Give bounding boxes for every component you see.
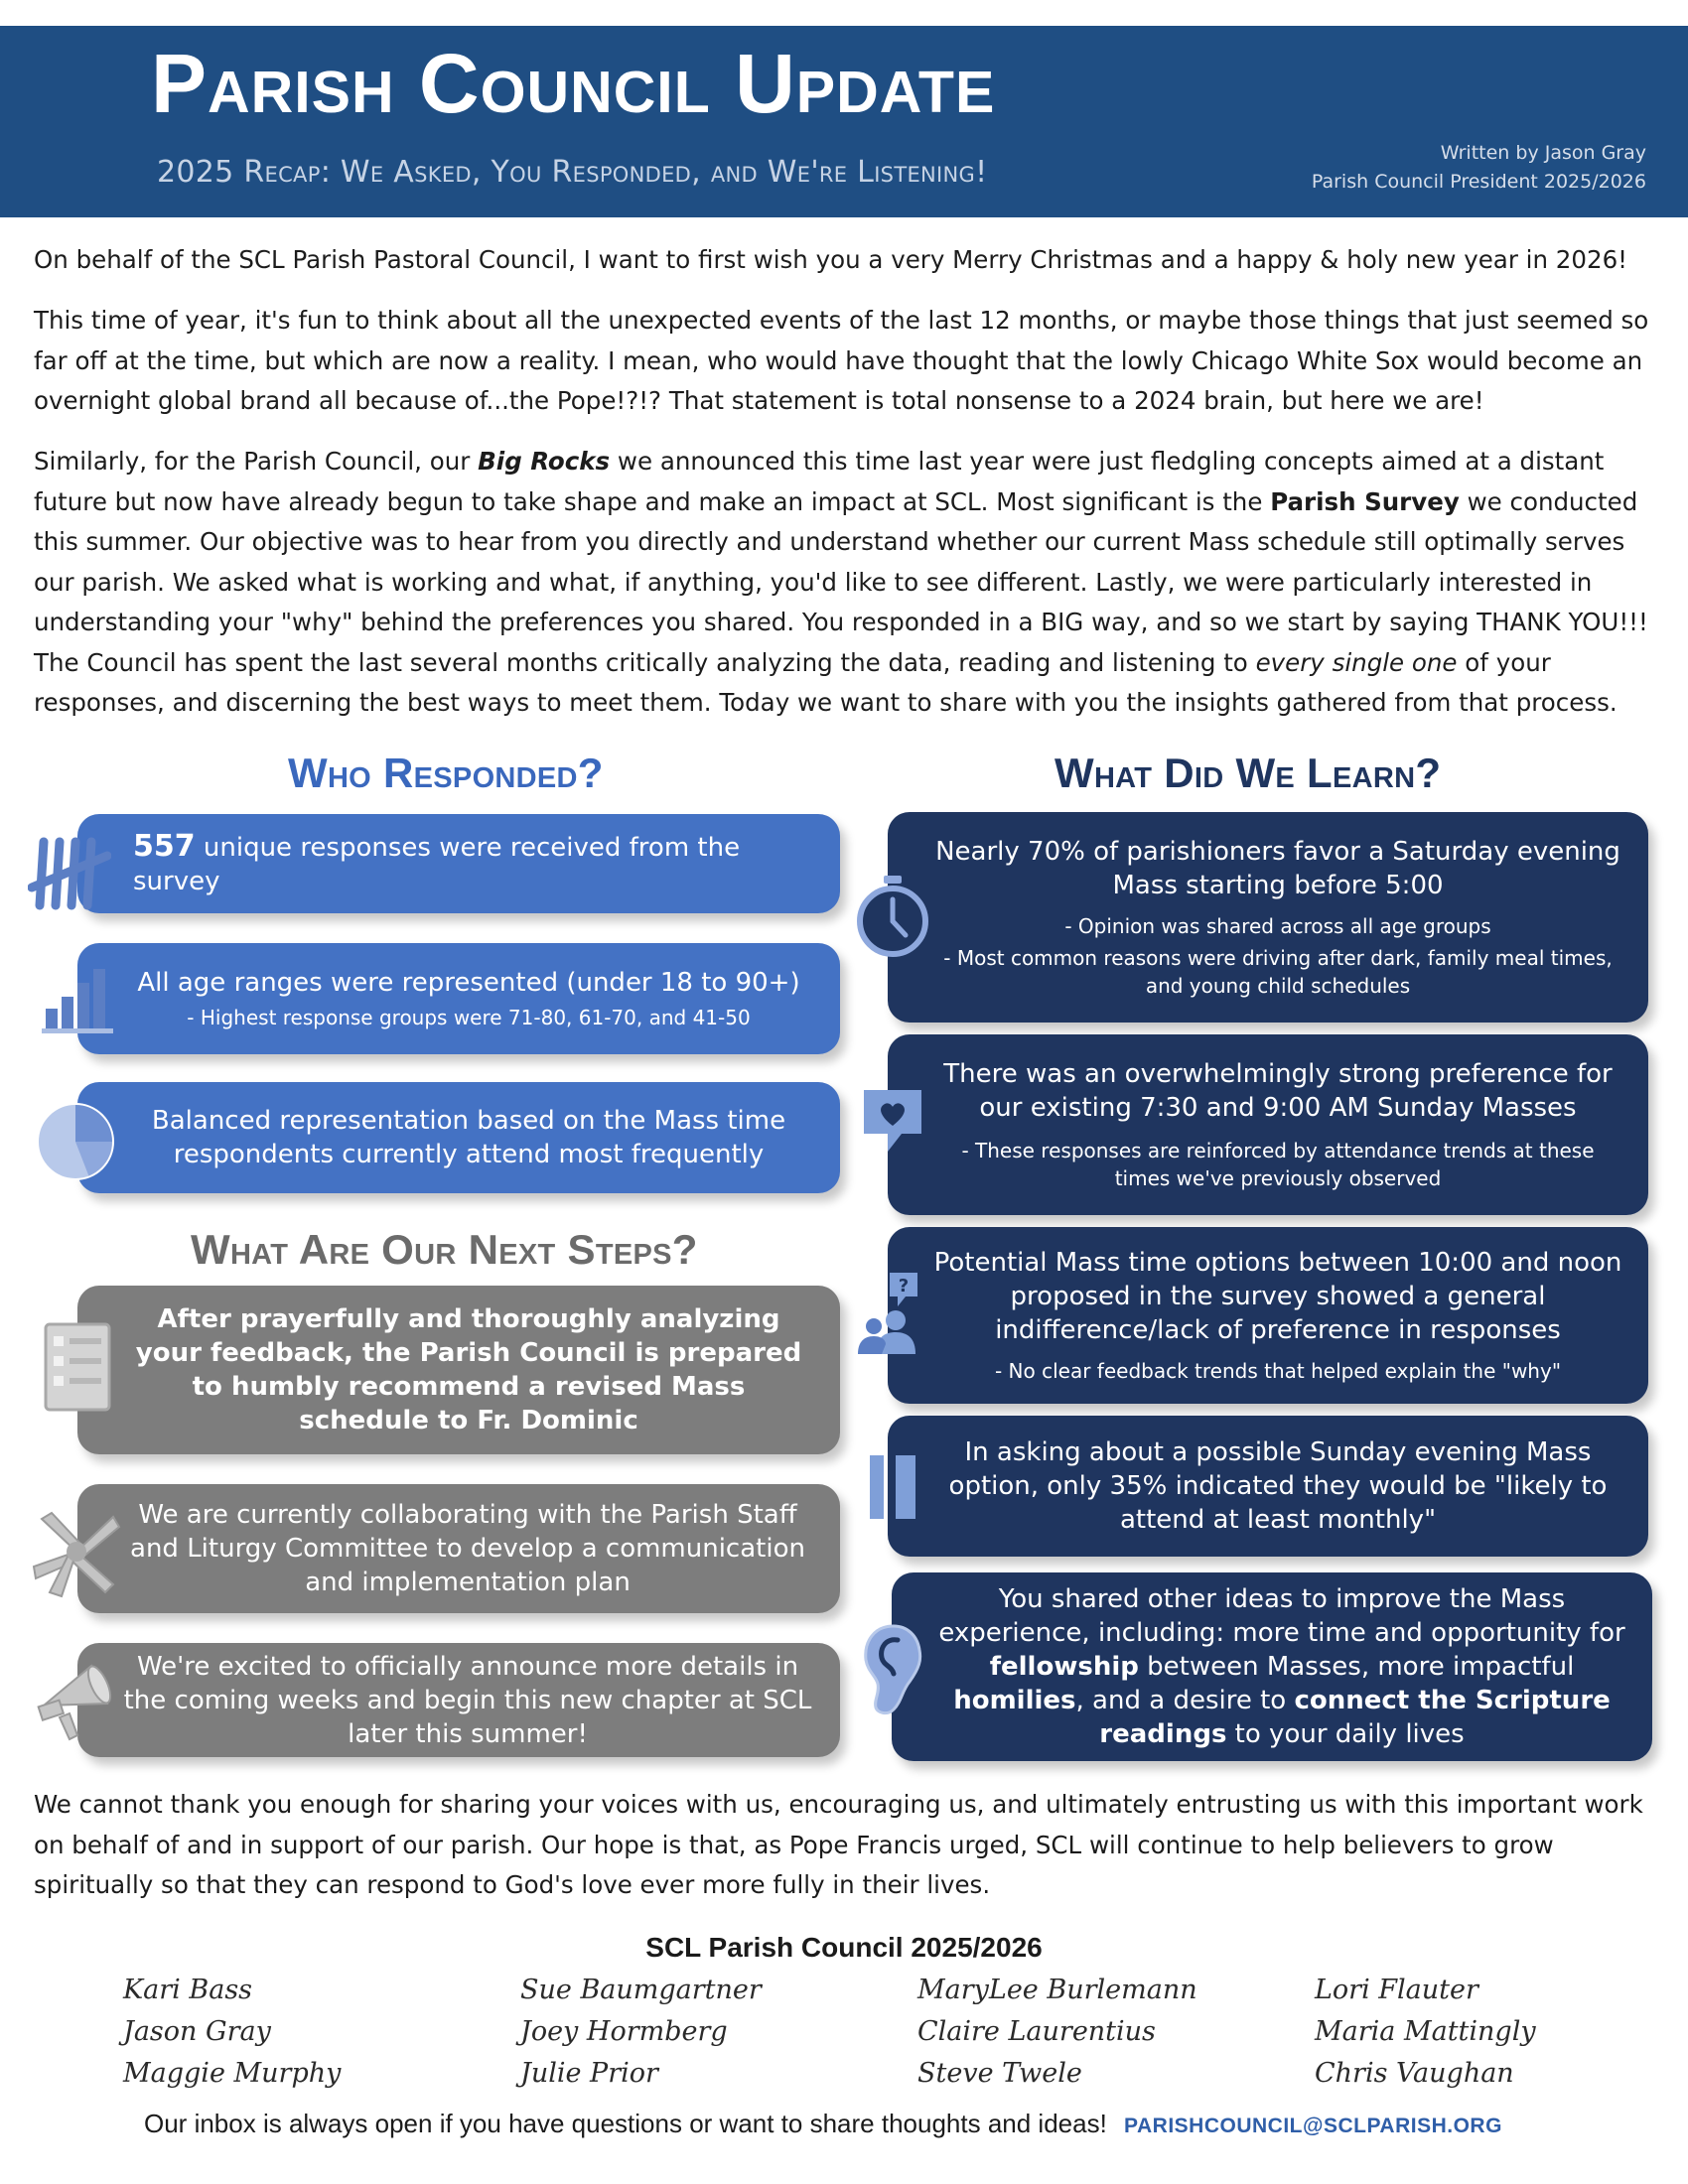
inbox-text: Our inbox is always open if you have questions or want to share thoughts and ideas! [144,2109,1107,2138]
tally-marks-icon [28,830,111,915]
author-block [1312,139,1646,198]
member-name: Jason Gray [123,2016,271,2047]
responses-count: 557 [133,828,196,864]
next-steps-heading: What Are Our Next Steps? [191,1226,698,1273]
sunday-morning-preference-card: There was an overwhelmingly strong preference for our existing 7:30 and 9:00 AM Sunday Masses - These responses are reinforced by attendance trends at these times we've previously observed [888,1034,1648,1215]
responses-count-card: 557 unique responses were received from the survey [77,814,840,913]
page-subtitle: 2025 Recap: We Asked, You Responded, and We're Listening! [157,155,988,190]
member-name: Kari Bass [123,1975,253,2005]
checklist-icon [40,1320,115,1416]
person-question-icon [854,1269,933,1360]
closing-paragraph: We cannot thank you enough for sharing your voices with us, encouraging us, and ultimately entrusting us with this important work on behalf of and in support of our parish. Our hope is that, as Pope Francis urged, SCL will continue to help believers to grow spiritually so that they can respond to God's love ever more fully in their lives. [34,1790,1643,1899]
pause-icon [866,1451,921,1523]
author-role: Parish Council President 2025/2026 [1311,171,1646,194]
member-name: Steve Twele [917,2058,1082,2089]
intro-paragraph-3: Similarly, for the Parish Council, our Big Rocks we announced this time last year were just fledgling concepts aimed at a distant future but now have already begun to take shape and make an impact at SCL. Most significant is the Parish Survey we conducted this summer. Our objective was to hear from you directly and understand whether our current Mass schedule still optimally serves our parish. We asked what is working and what, if anything, you'd like to see different. Lastly, we were particularly interested in understanding your "why" behind the preferences you shared. You responded in a BIG way, and so we start by saying THANK YOU!!! The Council has spent the last several months critically analyzing the data, reading and listening to every single one of your responses, and discerning the best ways to meet them. Today we want to share with you the insights gathered from that process. [34,447,1648,717]
member-name: Lori Flauter [1315,1975,1478,2005]
member-name: Chris Vaughan [1315,2058,1514,2089]
saturday-evening-card: Nearly 70% of parishioners favor a Saturday evening Mass starting before 5:00 - Opinion was shared across all age groups - Most common reasons were driving after dark, family meal times, and young child schedules [888,812,1648,1023]
recommend-schedule-card: After prayerfully and thoroughly analyzing your feedback, the Parish Council is prepared to humbly recommend a revised Mass schedule to Fr. Dominic [77,1286,840,1454]
pie-chart-icon [30,1096,121,1187]
member-name: Claire Laurentius [917,2016,1156,2047]
svg-text:?: ? [898,1276,910,1297]
age-ranges-card: All age ranges were represented (under 18 to 90+) - Highest response groups were 71-80, 61-70, and 41-50 [77,943,840,1054]
member-name: Sue Baumgartner [520,1975,762,2005]
bar-chart-icon [40,961,115,1036]
every-single-one-emphasis: every single one [1255,647,1458,677]
author-name: Written by Jason Gray [1440,142,1646,164]
member-name: Maggie Murphy [123,2058,342,2089]
who-responded-heading: Who Responded? [288,750,604,796]
header-banner [0,26,1688,217]
member-name: Joey Hormberg [520,2016,728,2047]
megaphone-icon [30,1648,129,1747]
member-name: MaryLee Burlemann [917,1975,1197,2005]
other-ideas-card: You shared other ideas to improve the Mass experience, including: more time and opportunity for fellowship between Masses, more impactful homilies, and a desire to connect the Scripture readings to your daily lives [892,1572,1652,1761]
hands-together-icon [22,1497,131,1606]
page-title: Parish Council Update [151,37,996,130]
mid-morning-options-card: Potential Mass time options between 10:00 and noon proposed in the survey showed a general indifference/lack of preference in responses - No clear feedback trends that helped explain the "why" [888,1227,1648,1404]
inbox-line [144,2109,1502,2139]
clock-icon [854,874,931,959]
sunday-evening-card: In asking about a possible Sunday evening Mass option, only 35% indicated they would be "likely to attend at least monthly" [888,1416,1648,1557]
council-members [123,1972,1672,2093]
member-name: Maria Mattingly [1315,2016,1536,2047]
parish-survey-emphasis: Parish Survey [1270,486,1460,516]
intro-paragraph-2: This time of year, it's fun to think about all the unexpected events of the last 12 months, or maybe those things that just seemed so far off at the time, but which are now a reality. I mean, who would have thought that the lowly Chicago White Sox would become an overnight global brand all because of...the Pope!?!? That statement is total nonsense to a 2024 brain, but here we are! [34,306,1649,415]
announcement-card: We're excited to officially announce more details in the coming weeks and begin this new chapter at SCL later this summer! [77,1643,840,1757]
member-name: Julie Prior [520,2058,658,2089]
collaboration-card: We are currently collaborating with the Parish Staff and Liturgy Committee to develop a communication and implementation plan [77,1484,840,1613]
heart-speech-bubble-icon [858,1086,927,1158]
big-rocks-emphasis: Big Rocks [478,447,611,476]
ear-icon [858,1622,927,1717]
intro-paragraph-1: On behalf of the SCL Parish Pastoral Council, I want to first wish you a very Merry Christmas and a happy & holy new year in 2026! [34,245,1627,274]
what-did-we-learn-heading: What Did We Learn? [1055,750,1442,796]
council-title: SCL Parish Council 2025/2026 [645,1932,1043,1963]
email-link[interactable]: PARISHCOUNCIL@SCLPARISH.ORG [1124,2115,1502,2137]
mass-time-balance-card: Balanced representation based on the Mass time respondents currently attend most frequently [77,1082,840,1193]
